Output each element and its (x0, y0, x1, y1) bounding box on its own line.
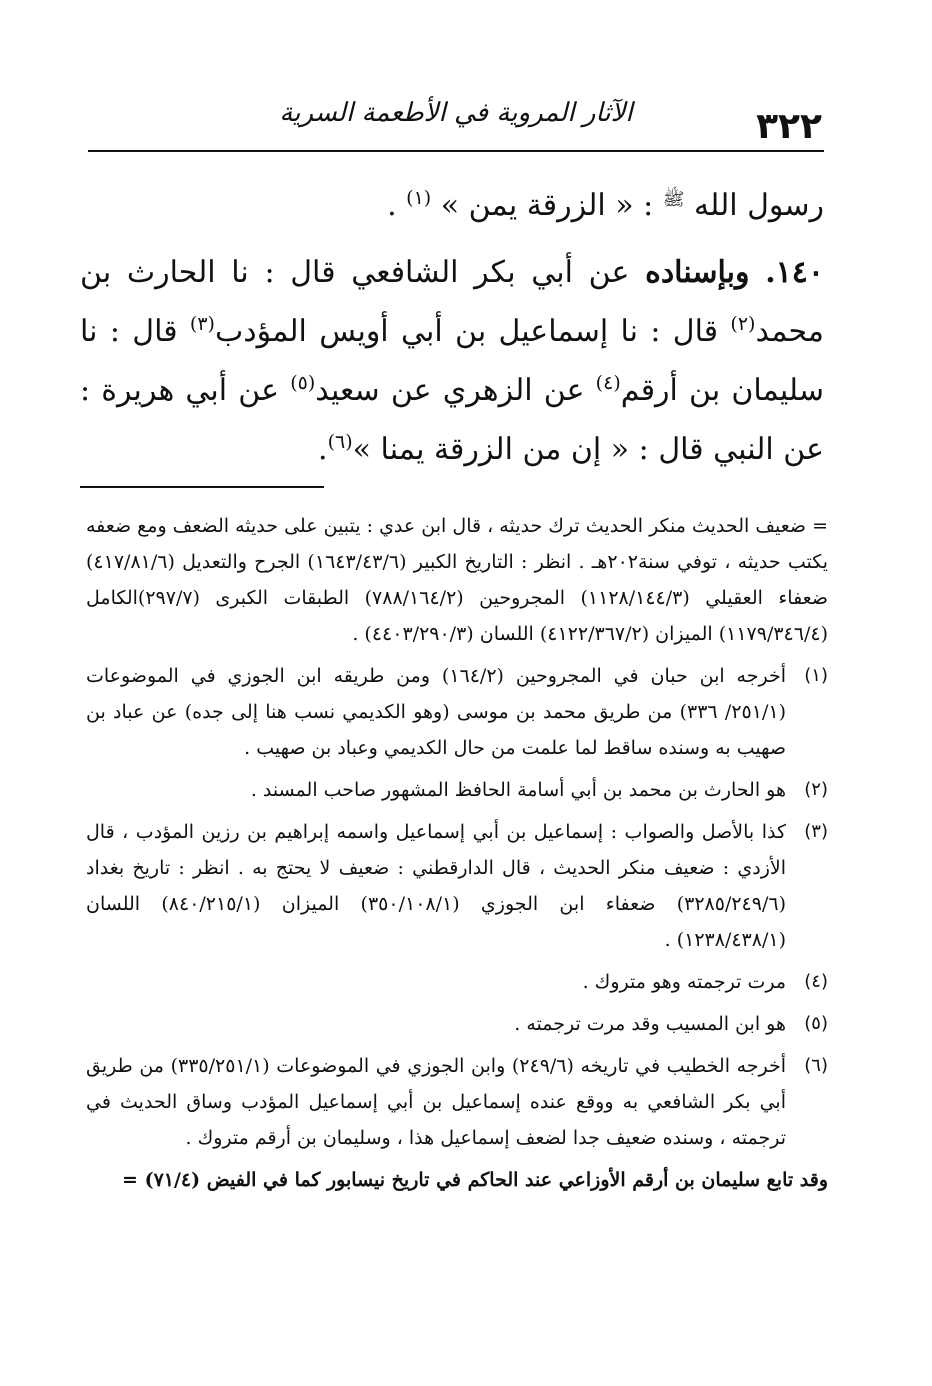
footnote-mark: (١) (804, 665, 828, 686)
hadith-number: ١٤٠. (765, 255, 824, 290)
footnote-continuation: = ضعيف الحديث منكر الحديث ترك حديثه ، قال ابن عدي : يتبين على حديثه الضعف ومع ضعفه يكتب حديثه ، توفي سنة٢٠٢هـ . انظر : التاريخ الكبير (١٦٤٣/٤٣/٦) الجرح والتعديل (٤١٧/٨١/٦) ضعفاء العقيلي (١١٢٨/١٤٤/٣) المجروحين (٧٨٨/١٦٤/٢) الطبقات الكبرى (٢٩٧/٧)الكامل (١١٧٩/٣٤٦/٤) الميزان (٤١٢٢/٣٦٧/٢) اللسان (٤٤٠٣/٢٩٠/٣) . (86, 515, 828, 645)
main-line-1 (80, 170, 824, 235)
footnote-ref-6[interactable]: (٦) (327, 431, 353, 453)
header-rule (88, 150, 824, 152)
footnote-mark: (٢) (804, 779, 828, 800)
isnad-part-c: قال : نا سليمان بن أرقم (80, 314, 825, 408)
footnote-mark: (٥) (804, 1013, 828, 1034)
footnote-5 (86, 1006, 828, 1042)
footnote-text: كذا بالأصل والصواب : إسماعيل بن أبي إسماعيل واسمه إبراهيم بن رزين المؤدب ، قال الأزدي : ضعيف منكر الحديث ، قال الدارقطني : ضعيف لا يحتج به . انظر : تاريخ بغداد (٣٢٨٥/٢٤٩/٦) ضعفاء ابن الجوزي (٣٥٠/١٠٨/١) الميزان (٨٤٠/٢١٥/١) اللسان (١٢٣٨/٤٣٨/١) . (86, 821, 786, 951)
footnote-text: هو ابن المسيب وقد مرت ترجمته . (514, 1013, 786, 1035)
footnote-ref-5[interactable]: (٥) (290, 372, 316, 394)
footnote-ref-1[interactable]: (١) (406, 187, 432, 209)
footnote-text: أخرجه الخطيب في تاريخه (٢٤٩/٦) وابن الجوزي في الموضوعات (٣٣٥/٢٥١/١) من طريق أبي بكر الشافعي به ووقع عنده إسماعيل بن أبي إسماعيل المؤدب وساق الحديث في ترجمته ، وسنده ضعيف جدا لضعف إسماعيل هذا ، وسليمان بن أرقم متروك . (86, 1055, 787, 1149)
isnad-part-a: عن أبي بكر الشافعي قال : نا الحارث بن محمد (80, 255, 824, 349)
main-text (80, 170, 824, 479)
footnote-mark: (٦) (804, 1055, 828, 1076)
footnote-3 (86, 814, 828, 958)
matn-text: عن أبي هريرة : عن النبي قال : « إن من الزرقة يمنا » (80, 373, 824, 467)
footnote-text: مرت ترجمته وهو متروك . (582, 971, 786, 993)
footnote-mark: (٣) (804, 821, 828, 842)
footnote-text: هو الحارث بن محمد بن أبي أسامة الحافظ المشهور صاحب المسند . (250, 779, 786, 801)
footnote-separator (80, 486, 324, 488)
running-title: الآثار المروية في الأطعمة السرية (279, 98, 633, 128)
footnote-mark: (٤) (804, 971, 828, 992)
footnote-1 (86, 658, 828, 766)
main-line-1-b: : « الزرقة يمن » (440, 188, 654, 223)
isnad-part-b: قال : نا إسماعيل بن أبي أويس المؤدب (214, 314, 719, 349)
footnote-4 (86, 964, 828, 1000)
hadith-lead-word: وبإسناده (645, 255, 750, 290)
footnote-last-line: وقد تابع سليمان بن أرقم الأوزاعي عند الحاكم في تاريخ نيسابور كما في الفيض (٧١/٤) = (122, 1169, 828, 1191)
footnote-6 (86, 1048, 828, 1156)
main-line-1-a: رسول الله (694, 188, 824, 223)
isnad-part-d: عن الزهري عن سعيد (315, 373, 585, 408)
salla-glyph: ﷺ (662, 189, 685, 210)
footnote-ref-4[interactable]: (٤) (595, 372, 621, 394)
hadith-paragraph (80, 243, 824, 479)
hadith-end: . (318, 432, 328, 467)
footnote-text: أخرجه ابن حبان في المجروحين (١٦٤/٢) ومن طريقه ابن الجوزي في الموضوعات (٢٥١/١/ ٣٣٦) من طريق محمد بن موسى (وهو الكديمي نسب هنا إلى جده) عن عباد بن صهيب به وسنده ساقط لما علمت من حال الكديمي وعباد بن صهيب . (86, 665, 786, 759)
main-line-1-end: . (387, 188, 397, 223)
page-header (88, 90, 824, 152)
footnote-ref-2[interactable]: (٢) (730, 313, 756, 335)
footnotes (86, 508, 828, 1198)
footnote-2 (86, 772, 828, 808)
footnote-ref-3[interactable]: (٣) (189, 313, 215, 335)
page-number: ٣٢٢ (756, 106, 822, 147)
